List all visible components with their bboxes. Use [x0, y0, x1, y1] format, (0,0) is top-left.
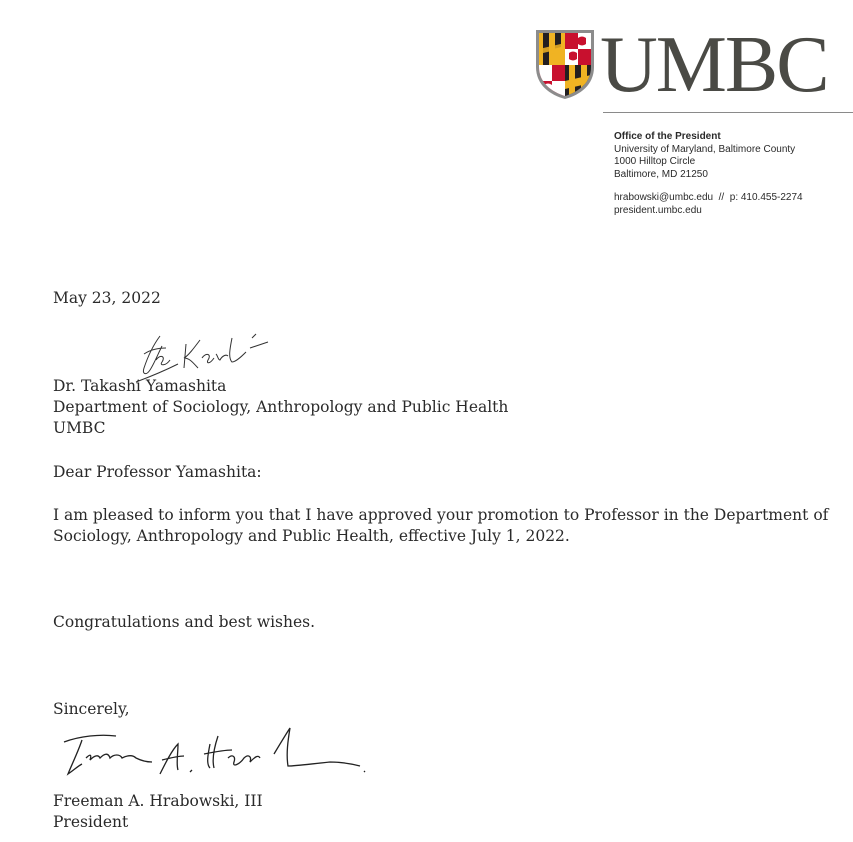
- salutation: Dear Professor Yamashita:: [53, 463, 262, 481]
- president-signature: [60, 714, 370, 784]
- letter-date: May 23, 2022: [53, 289, 161, 307]
- address-line-3: Baltimore, MD 21250: [614, 168, 708, 180]
- office-address-block: [614, 131, 803, 217]
- recipient-name: Dr. Takashi Yamashita: [53, 377, 227, 395]
- closing-remark: Congratulations and best wishes.: [53, 613, 316, 631]
- letterhead-divider: [603, 112, 853, 113]
- umbc-wordmark: UMBC: [600, 21, 828, 109]
- recipient-institution: UMBC: [53, 419, 106, 437]
- signer-title: President: [53, 813, 129, 831]
- office-title: Office of the President: [614, 131, 721, 142]
- body-line-2: Sociology, Anthropology and Public Health, effective July 1, 2022.: [53, 527, 570, 545]
- contact-line: hrabowski@umbc.edu // p: 410.455-2274: [614, 192, 803, 203]
- body-line-1: I am pleased to inform you that I have approved your promotion to Professor in the Department of: [53, 506, 829, 524]
- umbc-shield-logo: [533, 29, 597, 99]
- valediction: Sincerely,: [53, 700, 130, 718]
- address-line-2: 1000 Hilltop Circle: [614, 156, 696, 167]
- recipient-department: Department of Sociology, Anthropology and Public Health: [53, 398, 509, 416]
- website: president.umbc.edu: [614, 204, 702, 216]
- signer-name: Freeman A. Hrabowski, III: [53, 792, 263, 810]
- address-line-1: University of Maryland, Baltimore County: [614, 143, 796, 155]
